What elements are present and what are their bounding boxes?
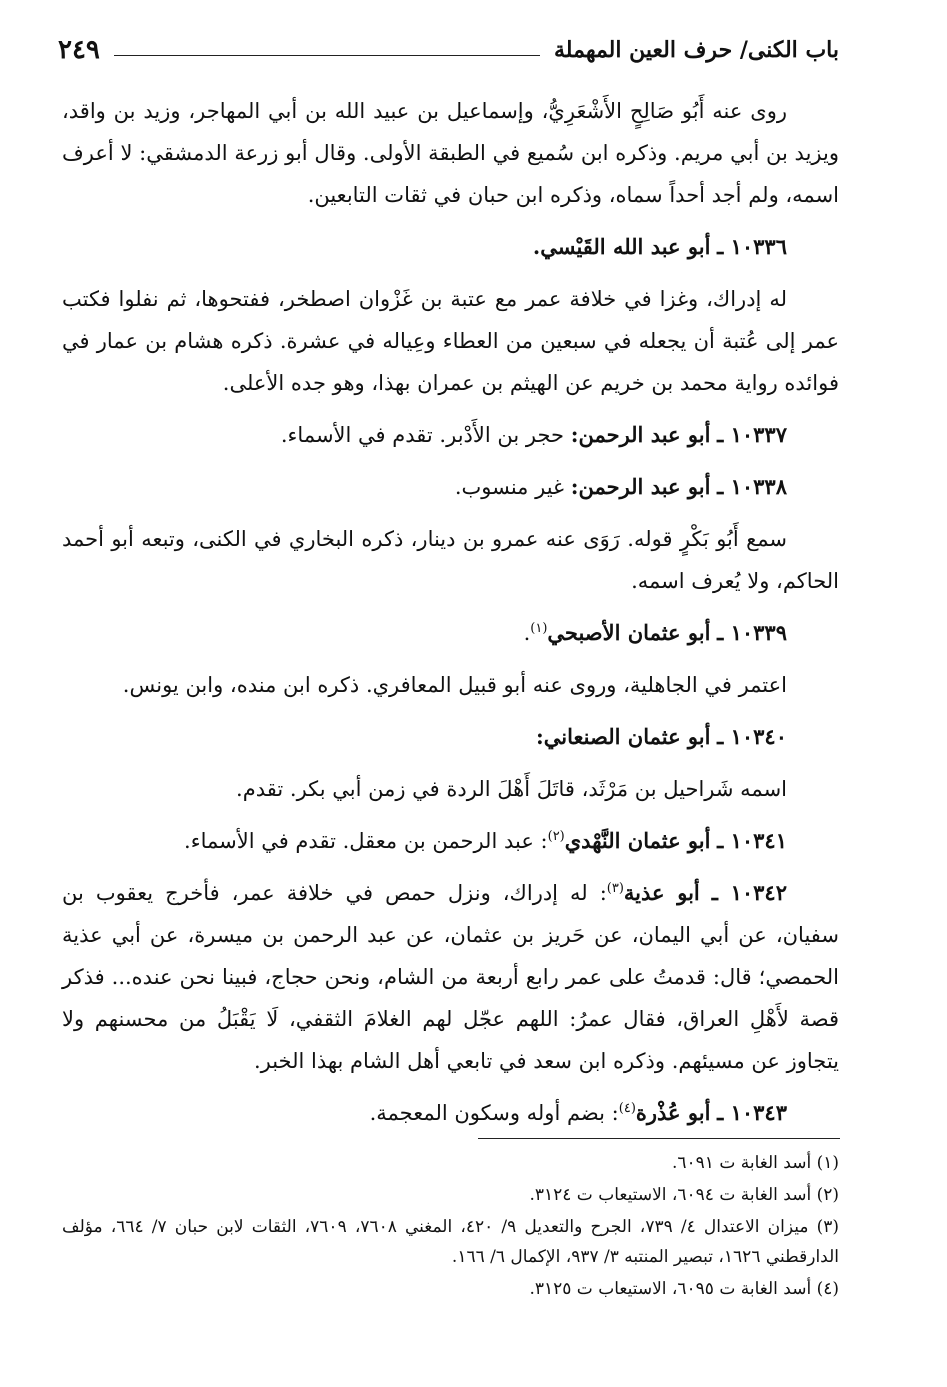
entry-10336-text: له إدراك، وغزا في خلافة عمر مع عتبة بن غَزْوان اصطخر، ففتحوها، ثم نفلوا فكتب عمر إلى عُتبة أن يجعله في سبعين من العطاء وعِياله في عشرة. ذكره هشام بن عمار في فوائده رواية محمد بن خريم عن الهيثم بن عمران بهذا، وهو جده الأعلى.: [62, 287, 839, 395]
entry-name: أبو عثمان الأصبحي: [547, 620, 711, 645]
entry-10336-heading: [62, 226, 839, 268]
footnote-ref: (٢): [547, 829, 565, 844]
entry-text: : عبد الرحمن بن معقل. تقدم في الأسماء.: [184, 829, 548, 853]
entry-10337: [62, 414, 839, 456]
entry-name: أبو عثمان النَّهْدي: [564, 828, 711, 853]
footnote-separator: [478, 1138, 840, 1139]
footnotes: [62, 1148, 839, 1306]
footnote-ref: (٤): [618, 1101, 636, 1116]
entry-10341: [62, 820, 839, 862]
entry-name: أبو عبد الله القَيْسي.: [532, 234, 711, 259]
entry-number: ١٠٣٣٦ ـ: [717, 234, 787, 259]
entry-10340: [62, 716, 839, 758]
footnote-ref: (٣): [606, 881, 624, 896]
running-header: [58, 30, 839, 70]
entry-text: : بضم أوله وسكون المعجمة.: [369, 1101, 619, 1125]
entry-text: حجر بن الأَدْبر. تقدم في الأسماء.: [280, 423, 565, 447]
intro-paragraph: روى عنه أَبُو صَالِحٍ الأَشْعَرِيُّ، وإسماعيل بن عبيد الله بن أبي المهاجر، وزيد بن واقد، ويزيد بن أبي مريم. وذكره ابن سُميع في الطبقة الأولى. وقال أبو زرعة الدمشقي: لا أعرف اسمه، ولم أجد أحداً سماه، وذكره ابن حبان في ثقات التابعين.: [62, 99, 839, 207]
running-title: باب الكنى/ حرف العين المهملة: [554, 37, 839, 63]
footnote: (٢) أسد الغابة ت ٦٠٩٤، الاستيعاب ت ٣١٢٤.: [529, 1185, 839, 1205]
entry-number: ١٠٣٤٢ ـ: [711, 880, 787, 905]
footnote: (١) أسد الغابة ت ٦٠٩١.: [672, 1153, 839, 1173]
header-rule: [114, 55, 540, 56]
entry-10340-text: اسمه شَراحيل بن مَرْثَد، قاتَلَ أَهْلَ الردة في زمن أبي بكر. تقدم.: [236, 777, 787, 801]
entry-name: أبو عُذْرة: [635, 1100, 711, 1125]
entry-number: ١٠٣٤٠ ـ: [717, 724, 787, 749]
entry-number: ١٠٣٣٧ ـ: [717, 422, 787, 447]
footnote-ref: (١): [530, 621, 548, 636]
entry-10338-text: سمع أَبُو بَكْرٍ قوله. رَوَى عنه عمرو بن دينار، ذكره البخاري في الكنى، وتبعه أبو أحمد الحاكم، ولا يُعرف اسمه.: [62, 527, 839, 593]
entry-10343: [62, 1092, 839, 1134]
entry-10339-text: اعتمر في الجاهلية، وروى عنه أبو قبيل المعافري. ذكره ابن منده، وابن يونس.: [122, 673, 787, 697]
entry-number: ١٠٣٣٨ ـ: [717, 474, 787, 499]
entry-punct: .: [523, 621, 531, 645]
page-body: [62, 90, 839, 1144]
entry-name: أبو عثمان الصنعاني:: [536, 724, 711, 749]
entry-10338: [62, 466, 839, 508]
entry-number: ١٠٣٤٣ ـ: [717, 1100, 787, 1125]
entry-10339: [62, 612, 839, 654]
entry-number: ١٠٣٤١ ـ: [717, 828, 787, 853]
entry-10342: [62, 872, 839, 1082]
footnote: (٤) أسد الغابة ت ٦٠٩٥، الاستيعاب ت ٣١٢٥.: [529, 1279, 839, 1299]
entry-text: غير منسوب.: [454, 475, 565, 499]
entry-text: : له إدراك، ونزل حمص في خلافة عمر، فأخرج يعقوب بن سفيان، عن أبي اليمان، عن حَريز بن عثمان، عن عبد الرحمن بن ميسرة، عن أبي عذية الحمصي؛ قال: قدمتُ على عمر رابع أربعة من الشام، ونحن حجاج، فبينا نحن عنده... فذكر قصة لأَهْلِ العراق، فقال عمرُ: اللهم عجّل لهم الغلامَ الثقفي، لَا يَقْبَلُ من محسنهم ولا يتجاوز عن مسيئهم. وذكره ابن سعد في تابعي أهل الشام بهذا الخبر.: [62, 881, 839, 1073]
page-number: ٢٤٩: [58, 35, 100, 65]
footnote: (٣) ميزان الاعتدال ٤/ ٧٣٩، الجرح والتعديل ٩/ ٤٢٠، المغني ٧٦٠٨، ٧٦٠٩، الثقات لابن حبان ٧/ ٦٦٤، مؤلف الدارقطني ١٦٢٦، تبصير المنتبه ٣/ ٩٣٧، الإكمال ٦/ ١٦٦.: [62, 1217, 840, 1267]
entry-name: أبو عبد الرحمن:: [570, 474, 711, 499]
entry-name: أبو عبد الرحمن:: [570, 422, 711, 447]
entry-name: أبو عذية: [623, 880, 700, 905]
entry-number: ١٠٣٣٩ ـ: [717, 620, 787, 645]
